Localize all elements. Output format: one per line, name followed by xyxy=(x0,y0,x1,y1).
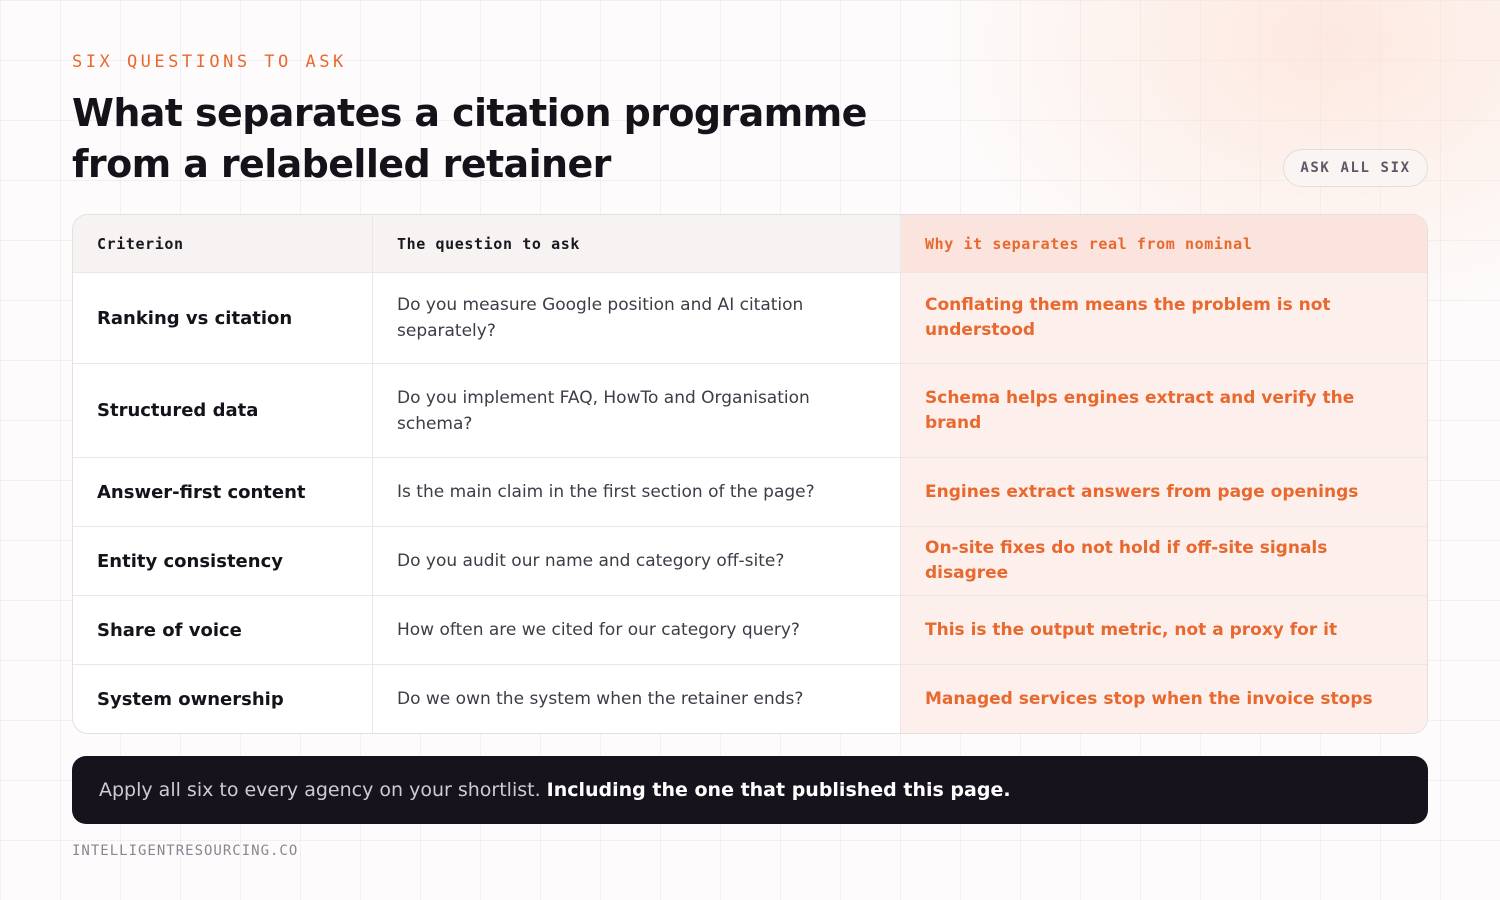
criterion-cell: Share of voice xyxy=(73,596,373,664)
criterion-cell: Answer-first content xyxy=(73,458,373,526)
question-cell: Do we own the system when the retainer ends? xyxy=(373,665,901,733)
column-header-why: Why it separates real from nominal xyxy=(901,215,1427,272)
table-row xyxy=(73,526,1427,595)
question-cell: Is the main claim in the first section of the page? xyxy=(373,458,901,526)
table-header-row xyxy=(73,215,1427,272)
why-cell: Engines extract answers from page openings xyxy=(901,458,1427,526)
comparison-table xyxy=(72,214,1428,734)
why-cell: Conflating them means the problem is not understood xyxy=(901,273,1427,363)
column-header-criterion: Criterion xyxy=(73,215,373,272)
table-row xyxy=(73,272,1427,363)
criterion-cell: Entity consistency xyxy=(73,527,373,595)
banner-emphasis: Including the one that published this page. xyxy=(546,779,1011,801)
criterion-cell: Structured data xyxy=(73,364,373,457)
ask-all-six-badge: ASK ALL SIX xyxy=(1283,149,1428,187)
question-cell: Do you implement FAQ, HowTo and Organisation schema? xyxy=(373,364,901,457)
why-cell: Schema helps engines extract and verify the brand xyxy=(901,364,1427,457)
page-title: What separates a citation programme from a relabelled retainer xyxy=(72,91,867,186)
criterion-cell: Ranking vs citation xyxy=(73,273,373,363)
why-cell: On-site fixes do not hold if off-site signals disagree xyxy=(901,527,1427,595)
callout-banner xyxy=(72,756,1428,824)
table-row xyxy=(73,595,1427,664)
column-header-question: The question to ask xyxy=(373,215,901,272)
banner-text: Apply all six to every agency on your shortlist. xyxy=(99,779,541,801)
table-row xyxy=(73,664,1427,733)
question-cell: Do you measure Google position and AI citation separately? xyxy=(373,273,901,363)
footer-site: INTELLIGENTRESOURCING.CO xyxy=(72,843,299,859)
question-cell: How often are we cited for our category query? xyxy=(373,596,901,664)
table-row xyxy=(73,457,1427,526)
criterion-cell: System ownership xyxy=(73,665,373,733)
table-row xyxy=(73,363,1427,457)
why-cell: Managed services stop when the invoice stops xyxy=(901,665,1427,733)
eyebrow-label: SIX QUESTIONS TO ASK xyxy=(72,52,347,72)
why-cell: This is the output metric, not a proxy for it xyxy=(901,596,1427,664)
question-cell: Do you audit our name and category off-site? xyxy=(373,527,901,595)
